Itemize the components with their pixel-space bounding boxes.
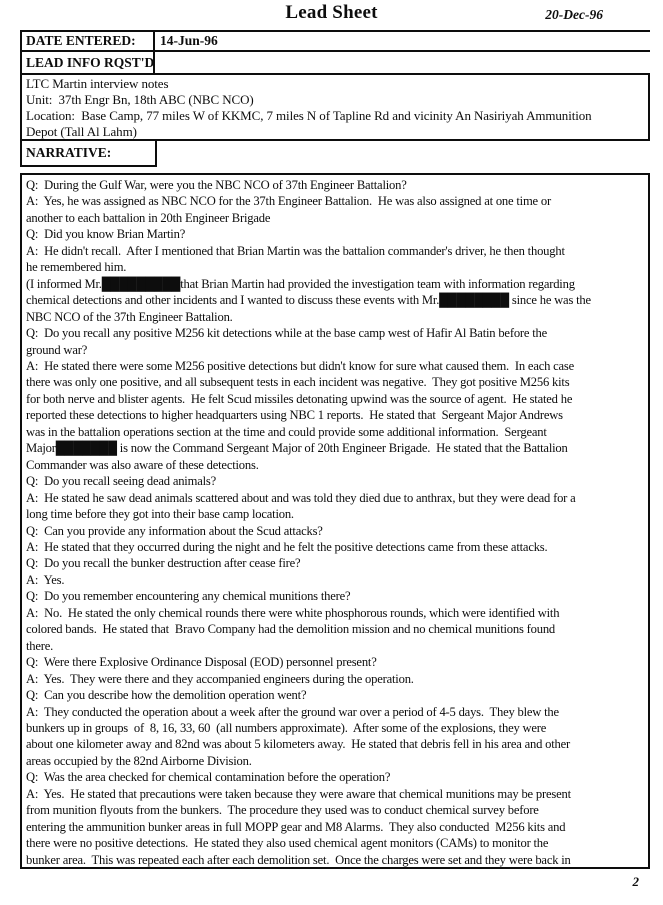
- document-title: Lead Sheet: [285, 2, 378, 23]
- header-table: [20, 30, 650, 869]
- narrative-line: colored bands. He stated that Bravo Company had the demolition mission and no chemical munitions found: [26, 622, 556, 637]
- document-date: 20-Dec-96: [545, 7, 603, 22]
- lead-info-line: Location: Base Camp, 77 miles W of KKMC, 7 miles N of Tapline Rd and vicinity An Nasiriyah Ammunition: [26, 108, 592, 123]
- narrative-line: A: He stated there were some M256 positive detections but didn't know for sure what caused them. In each case: [26, 358, 575, 373]
- narrative-line: Q: Do you remember encountering any chemical munitions there?: [26, 589, 351, 604]
- narrative-line: A: No. He stated the only chemical rounds there were white phosphorous rounds, which were identified with: [26, 605, 560, 620]
- narrative-line: Q: Were there Explosive Ordinance Disposal (EOD) personnel present?: [26, 655, 377, 670]
- narrative-line: long time before they got into their base camp location.: [26, 507, 294, 522]
- narrative-line: Q: Do you recall any positive M256 kit detections while at the base camp west of Hafir Al Batin before the: [26, 326, 548, 341]
- narrative-line: there were no positive detections. He stated they also used chemical agent monitors (CAMs) to monitor the: [26, 836, 549, 851]
- lead-info-line: Depot (Tall Al Lahm): [26, 124, 137, 139]
- narrative-line: about one kilometer away and 82nd was about 5 kilometers away. He stated that debris fell in his area and other: [26, 737, 571, 752]
- narrative-line: A: They conducted the operation about a week after the ground war over a period of 4-5 days. They blew the: [26, 704, 559, 719]
- lead-info-row: [20, 52, 650, 75]
- narrative-line: A: He didn't recall. After I mentioned that Brian Martin was the battalion commander's driver, he then thought: [26, 243, 565, 258]
- narrative-line: A: Yes. He stated that precautions were taken because they were aware that chemical munitions may be present: [26, 786, 571, 801]
- narrative-line: A: Yes. They were there and they accompanied engineers during the operation.: [26, 671, 414, 686]
- narrative-line: bunker area. This was repeated each after each demolition set. Once the charges were set and they were back in: [26, 852, 571, 867]
- narrative-line: Q: Do you recall seeing dead animals?: [26, 474, 216, 489]
- narrative-line: Commander was also aware of these detections.: [26, 457, 259, 472]
- narrative-line: reported these detections to higher headquarters using NBC 1 reports. He stated that Sergeant Major Andrews: [26, 408, 563, 423]
- date-entered-value: 14-Jun-96: [160, 33, 218, 48]
- narrative-line: bunkers up in groups of 8, 16, 33, 60 (all numbers approximate). After some of the explosions, they were: [26, 720, 547, 735]
- narrative-line: there was only one positive, and all subsequent tests in each incident was negative. They got positive M256 kits: [26, 375, 570, 390]
- narrative-row: [20, 141, 650, 167]
- narrative-box: [20, 173, 650, 869]
- narrative-line: A: He stated he saw dead animals scattered about and was told they died due to anthrax, but they were dead for a: [26, 490, 576, 505]
- narrative-line: A: Yes.: [26, 572, 65, 587]
- narrative-line: ground war?: [26, 342, 88, 357]
- date-entered-row: [20, 30, 650, 52]
- narrative-line: there.: [26, 638, 54, 653]
- narrative-line: (I informed Mr.█████████that Brian Martin had provided the investigation team with information regarding: [26, 276, 575, 291]
- narrative-line: he remembered him.: [26, 260, 127, 275]
- narrative-line: from munition flyouts from the bunkers. The procedure they used was to conduct chemical survey before: [26, 803, 539, 818]
- lead-info-label: LEAD INFO RQST'D: [22, 52, 155, 73]
- lead-info-line: Unit: 37th Engr Bn, 18th ABC (NBC NCO): [26, 92, 254, 107]
- narrative-line: Q: Did you know Brian Martin?: [26, 227, 186, 242]
- narrative-line: was in the battalion operations section at the time and could provide some additional information. Sergeant: [26, 424, 547, 439]
- narrative-label: NARRATIVE:: [20, 141, 157, 167]
- narrative-line: Q: Can you describe how the demolition operation went?: [26, 688, 307, 703]
- page-number: 2: [632, 874, 639, 889]
- narrative-line: Q: Do you recall the bunker destruction after cease fire?: [26, 556, 301, 571]
- narrative-line: Q: Was the area checked for chemical contamination before the operation?: [26, 770, 391, 785]
- narrative-line: Q: Can you provide any information about the Scud attacks?: [26, 523, 323, 538]
- narrative-line: entering the ammunition bunker areas in full MOPP gear and M8 Alarms. They also conducted M256 kits and: [26, 819, 566, 834]
- narrative-line: NBC NCO of the 37th Engineer Battalion.: [26, 309, 233, 324]
- lead-info-box: [20, 75, 650, 141]
- narrative-line: another to each battalion in 20th Engineer Brigade: [26, 210, 271, 225]
- narrative-line: for both nerve and blister agents. He felt Scud missiles detonating upwind was the source of agent. He stated he: [26, 391, 573, 406]
- date-entered-label: DATE ENTERED:: [22, 32, 155, 50]
- narrative-line: chemical detections and other incidents and I wanted to discuss these events with Mr.████████ since he was the: [26, 293, 591, 308]
- lead-info-line: LTC Martin interview notes: [26, 76, 169, 91]
- narrative-line: Q: During the Gulf War, were you the NBC NCO of 37th Engineer Battalion?: [26, 178, 407, 192]
- narrative-line: A: Yes, he was assigned as NBC NCO for the 37th Engineer Battalion. He was also assigned at one time or: [26, 194, 551, 209]
- narrative-line: areas occupied by the 82nd Airborne Division.: [26, 753, 252, 768]
- narrative-line: A: He stated that they occurred during the night and he felt the positive detections came from these attacks.: [26, 539, 548, 554]
- narrative-line: Major███████ is now the Command Sergeant Major of 20th Engineer Brigade. He stated that the Battalion: [26, 441, 568, 456]
